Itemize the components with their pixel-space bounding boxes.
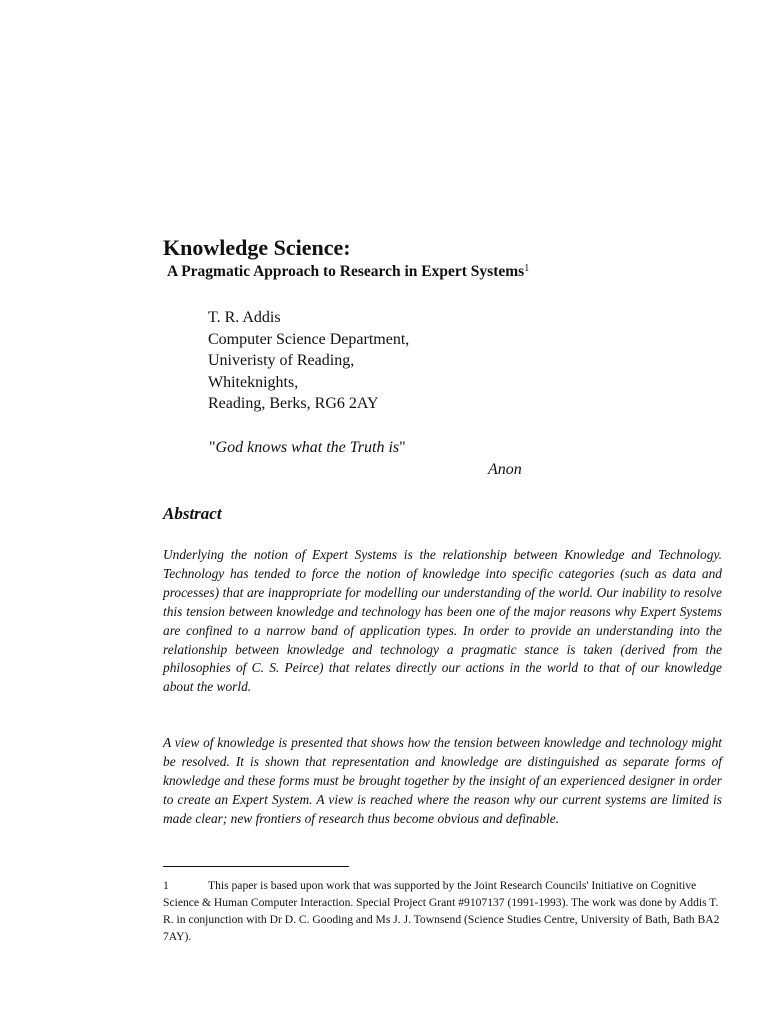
- abstract-paragraph-2: A view of knowledge is presented that shows how the tension between knowledge and technology might be resolved. It is shown that representation and knowledge are distinguished as separate forms of knowledge and these forms must be brought together by the insight of an experienced designer in order to create an Expert System. A view is reached where the reason why our current systems are limited is made clear; new frontiers of research thus become obvious and definable.: [163, 735, 722, 826]
- footnote-text: This paper is based upon work that was supported by the Joint Research Councils' Initiative on Cognitive Science & Human Computer Interaction. Special Project Grant #9107137 (1991-1993). The work was done by Addis T. R. in conjunction with Dr D. C. Gooding and Ms J. J. Townsend (Science Studies Centre, University of Bath, Bath BA2 7AY).: [163, 879, 720, 943]
- footnote-mark: 1: [163, 879, 169, 892]
- author-campus: Whiteknights,: [208, 373, 299, 391]
- abstract-heading: Abstract: [163, 504, 222, 523]
- paper-title: Knowledge Science:: [163, 235, 351, 260]
- epigraph-attribution: Anon: [488, 461, 522, 478]
- subtitle-footnote-mark: 1: [524, 263, 530, 274]
- author-university: Univeristy of Reading,: [208, 352, 355, 369]
- epigraph-quote: [209, 438, 406, 458]
- subtitle-text: A Pragmatic Approach to Research in Expert Systems: [167, 263, 525, 280]
- epigraph-close-quote: ": [399, 439, 406, 456]
- author-name: T. R. Addis: [208, 309, 281, 326]
- author-block: [208, 307, 409, 415]
- author-city: Reading, Berks, RG6 2AY: [208, 395, 379, 412]
- author-department: Computer Science Department,: [208, 330, 410, 348]
- footnote: [163, 877, 722, 945]
- epigraph-text: God knows what the Truth is: [215, 439, 400, 456]
- paper-subtitle: [167, 262, 529, 282]
- footnote-divider: [163, 866, 349, 867]
- epigraph-open-quote: ": [209, 439, 216, 456]
- abstract-paragraph-1: Underlying the notion of Expert Systems is the relationship between Knowledge and Technology. Technology has tended to force the notion of knowledge into specific categories (such as data and processes) that are inappropriate for modelling our understanding of the world. Our inability to resolve this tension between knowledge and technology has been one of the major reasons why Expert Systems are confined to a narrow band of application types. In order to provide an understanding into the relationship between knowledge and technology a pragmatic stance is taken (derived from the philosophies of C. S. Peirce) that relates directly our actions in the world to that of our knowledge about the world.: [163, 547, 722, 695]
